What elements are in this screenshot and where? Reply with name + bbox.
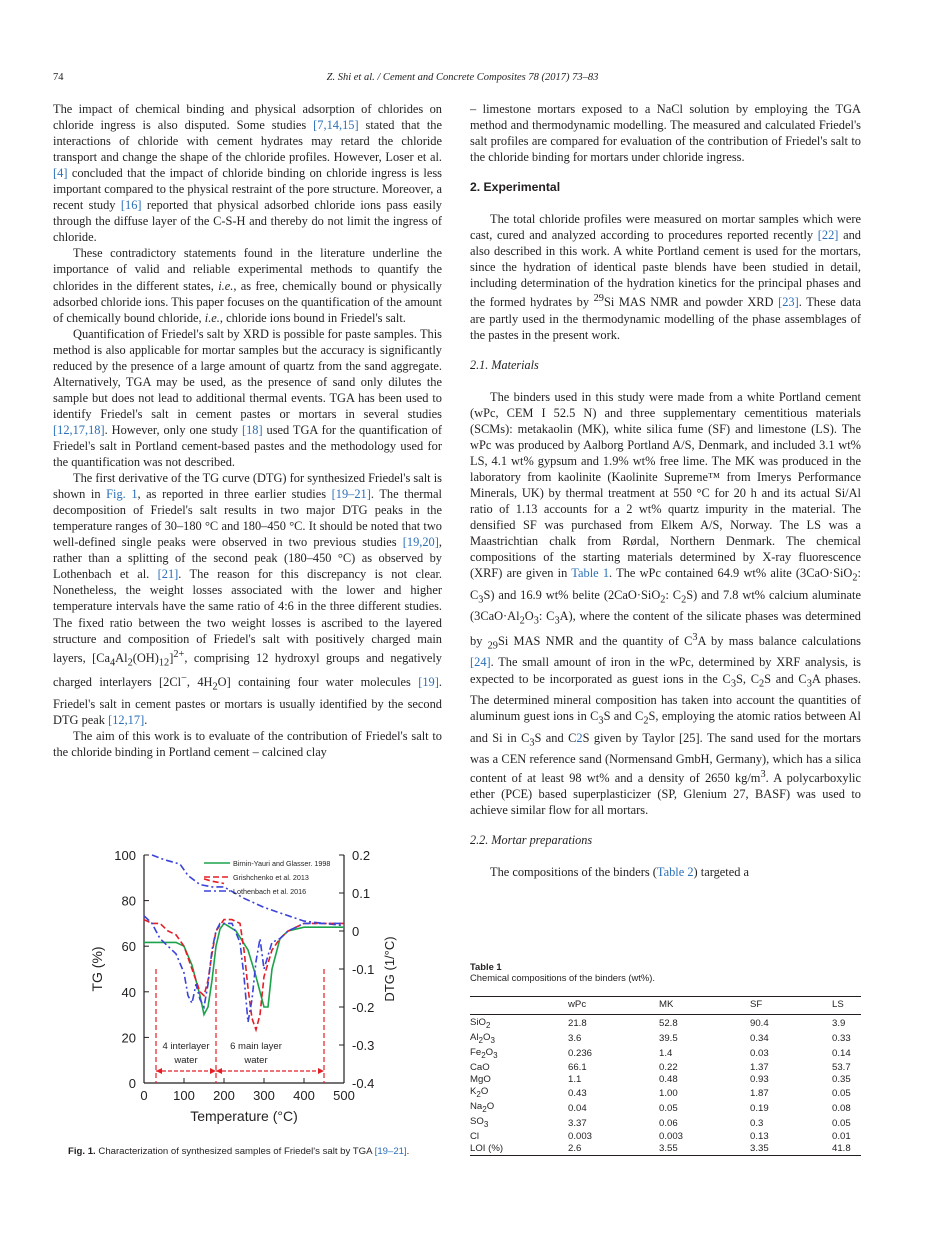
table-cell: 41.8 [832,1143,861,1156]
table-1-title: Table 1 Chemical compositions of the binders (wt%). [470,961,655,983]
x-tick-label: 100 [173,1088,195,1103]
x-tick-label: 500 [333,1088,355,1103]
table-cell: 0.19 [750,1102,769,1114]
x-tick-label: 400 [293,1088,315,1103]
table-cell: 3.55 [659,1143,750,1156]
table-row [470,1131,861,1143]
table-row-label: CaO [470,1062,490,1073]
table-row [470,1074,861,1086]
citation-link[interactable]: 2 [576,730,583,745]
citation-link[interactable]: [19] [418,675,439,690]
right-column [470,101,861,881]
table-row-label: Cl [470,1131,480,1143]
table-cell: 0.43 [568,1087,587,1099]
series-line [204,879,224,884]
section-heading-mortar-preparations: 2.2. Mortar preparations [470,833,593,848]
table-cell: 1.37 [750,1062,769,1073]
citation-link[interactable]: [21] [157,567,179,582]
table-cell: 0.01 [832,1131,851,1143]
y-tick-label: 100 [114,848,136,863]
table-cell: 1.00 [659,1087,678,1099]
figure-1-caption: Fig. 1. Characterization of synthesized samples of Friedel's salt by TGA [19–21]. [68,1146,410,1157]
y2-axis-label: DTG (1/°C) [382,936,397,1002]
y2-tick-label: 0 [352,924,360,939]
table-row [470,1015,861,1033]
table-cell: 0.05 [659,1102,678,1114]
table-row [470,1143,861,1156]
citation-link[interactable]: [23] [778,295,799,310]
table-row-label: MgO [470,1074,491,1086]
y2-tick-label: 0.2 [352,848,371,863]
table-cell: 1.87 [750,1087,769,1099]
left-paragraph-1: The impact of chemical binding and physical adsorption of chlorides on chloride ingress is also disputed. Some studies [7,14,15] stated that the interactions of chloride with cement hydrates may retard the chloride transport and change the shape of the chloride profiles. However, Loser et al. [4] concluded that the impact of chloride binding on chloride ingress is less important compared to the physical restraint of the pore structure. Moreover, a recent study [16] reported that physical adsorbed chloride ions pass easily through the diffuse layer of the C-S-H and thereby do not limit the ingress of chloride. [53,102,443,245]
arrow-head [216,1068,222,1074]
table-cell: 0.48 [659,1074,678,1086]
table-row-label: SiO$_2$ [470,1017,491,1030]
table-cell: 3.9 [832,1018,846,1030]
table-cell: 53.7 [832,1062,851,1073]
arrow-head [210,1068,216,1074]
table-header-cell: MK [659,997,750,1015]
right-paragraph-2: The total chloride profiles were measured on mortar samples which were cast, cured and analyzed according to procedures reported recently [22] and also described in this work. A white Portland cement is used for the mortars, since the hydration of identical paste blends have been studied in detail, including determination of the hydration kinetics for the principal phases and the formed hydrates by $^{29}$Si MAS NMR and powder XRD [23]. These data are partly used in the thermodynamic modelling of the phase assemblages of the pastes in the present work. [470,212,861,342]
table-cell: 0.22 [659,1062,678,1073]
table-cell: 0.3 [750,1117,764,1129]
citation-link[interactable]: [19–21] [374,1146,407,1157]
table-cell: 0.13 [750,1131,769,1143]
table-row-label: $SO_3$ [470,1116,489,1130]
table-cell: 39.5 [659,1033,678,1045]
section-heading-experimental: 2. Experimental [470,180,561,195]
table-row-label: $Na_2O$ [470,1101,495,1115]
table-row [470,1047,861,1062]
series-line [144,923,344,1014]
right-paragraph-3: The binders used in this study were made from a white Portland cement (wPc, CEM I 52.5 N) and three supplementary cementitious materials (SCMs): metakaolin (MK), white silica fume (SF) and limestone (LS). The wPc was produced by Aalborg Portland A/S, Denmark, and included 3.1 wt% LS, 4.1 wt% gypsum and 1.9% wt% free lime. The MK was produced in the laboratory from kaolinite (Kaolinite Supreme™ from Imerys Performance Minerals, UK) by thermal treatment at 550 °C for 20 h and its actual Si/Al ratio of 1.13 accounts for a 2 wt% quartz impurity in the material. The densified SF was purchased from Elkem A/S, Norway. The LS was a Maastrichtian chalk from Rørdal, Northern Denmark. The chemical compositions of the starting materials determined by X-ray fluorescence (XRF) are given in Table 1. The wPc contained 64.9 wt% alite (3CaO·SiO$_2$: $C_3S$) and 16.9 wt% belite (2CaO·SiO$_2$: $C_2S$) and 7.8 wt% calcium aluminate ($3CaO\cdot Al_2O_3$: $C_3A$), where the content of the silicate phases was determined by $_{29}$Si MAS NMR and the quantity of $C^3A$ by mass balance calculations [24]. The small amount of iron in the wPc, determined by XRF analysis, is expected to be incorporated as guest ions in the $C_3S$, $C_2S$ and $C_3A$ phases. The determined mineral composition has taken into account the quantities of aluminum guest ions in $C_3S$ and $C_2S$, employing the atomic ratios between Al and Si in $C_3S$ and C2S given by Taylor [25]. The sand used for the mortars was a CEN reference sand (Normensand GmbH, Germany), which has a silica content of at least 98 wt% and a density of 2650 $kg/m^3$. A polycarboxylic ether (PCE) based superplasticizer (SP, Glenium 27, BASF) was used to achieve similar flow for all mortars. [470,389,862,818]
left-paragraph-5: The aim of this work is to evaluate of the contribution of Friedel's salt to the chloride binding in Portland cement – calcined clay [53,728,442,760]
table-cell: 52.8 [659,1018,678,1030]
table-link[interactable]: Table 2 [656,865,694,880]
left-column [53,101,442,760]
table-cell: 0.05 [832,1087,851,1099]
citation-link[interactable]: [19–21] [331,487,371,502]
table-cell: 0.93 [750,1074,769,1086]
annotation-interlayer: 4 interlayer [162,1041,210,1052]
citation-link[interactable]: [18] [241,422,263,437]
y2-tick-label: 0.1 [352,886,371,901]
table-header-cell [470,997,568,1015]
y-tick-label: 20 [121,1030,136,1046]
citation-link[interactable]: [22] [817,228,839,243]
table-cell: 0.06 [659,1117,678,1129]
legend-entry: Birnin-Yauri and Glasser. 1998 [233,859,331,868]
table-cell: 90.4 [750,1018,769,1030]
citation-link[interactable]: [16] [120,198,142,213]
arrow-head [318,1068,324,1074]
table-cell: 0.35 [832,1074,851,1086]
table-cell: 0.05 [832,1117,851,1129]
table-row-label: $Fe_2O_3$ [470,1047,498,1060]
left-paragraph-2: These contradictory statements found in the literature underline the importance of valid and reliable experimental methods to quantify the chlorides in the different states, i.e., as free, chemically bound or physically adsorbed chloride ions. This paper focuses on the quantification of the amount of chemically bound chloride, i.e., chloride ions bound in Friedel's salt. [53,246,442,325]
y2-tick-label: -0.2 [352,1000,375,1015]
table-cell: 0.08 [832,1102,851,1114]
table-row [470,1062,861,1074]
figure-1-chart [88,843,398,1143]
running-title: Z. Shi et al. / Cement and Concrete Composites 78 (2017) 73–83 [326,72,599,83]
series-line [144,920,344,1030]
x-axis-label: Temperature (°C) [190,1108,298,1124]
page-number: 74 [53,72,64,83]
x-tick-label: 300 [253,1088,275,1103]
right-paragraph-1: – limestone mortars exposed to a NaCl solution by employing the TGA method and thermodynamic modelling. The measured and calculated Friedel's salt profiles are compared for evaluation of the contribution of Friedel's salt to the chloride binding for mortars under chloride ingress. [470,102,861,165]
y2-tick-label: -0.3 [352,1038,375,1053]
table-cell: 1.4 [659,1048,673,1060]
table-cell: 66.1 [568,1062,587,1073]
citation-link[interactable]: [7,14,15] [313,118,359,133]
figure-link[interactable]: Fig. 1 [106,487,138,502]
table-1 [470,996,861,1156]
y-tick-label: 0 [128,1076,136,1091]
table-row [470,1101,861,1116]
table-row-label: $K_2O$ [470,1086,489,1100]
x-tick-label: 200 [213,1088,235,1103]
citation-link[interactable]: [12,17,18] [53,422,105,437]
table-link[interactable]: Table 1 [571,566,610,581]
y-axis-label: TG (%) [89,946,105,992]
table-header-cell: SF [750,997,832,1015]
table-cell: 0.236 [568,1048,593,1060]
citation-link[interactable]: [4] [53,166,68,181]
table-cell: 0.34 [750,1033,769,1045]
table-cell: 0.003 [659,1131,684,1143]
table-cell: 3.6 [568,1033,582,1045]
table-header-cell: LS [832,997,861,1015]
annotation-main-layer: 6 main layer [230,1041,282,1052]
table-cell: 0.003 [568,1131,593,1143]
table-row-label: $Al_2O_3$ [470,1032,495,1045]
left-paragraph-3: Quantification of Friedel's salt by XRD is possible for paste samples. This method is also applicable for mortar samples but the accuracy is significantly reduced by the presence of a large amount of quartz from the sand aggregate. Alternatively, TGA may be used, as the presence of sand only dilutes the sample but does not lead to additional thermal events. TGA has been used to identify Friedel's salt in cement pastes or mortars in several studies [12,17,18]. However, only one study [18] used TGA for the quantification of Friedel's salt in Portland cement-based pastes and the methodology used for the quantification was not described. [53,326,442,470]
table-cell: 21.8 [568,1018,587,1030]
y2-tick-label: -0.4 [352,1076,375,1091]
table-cell: 3.37 [568,1117,587,1129]
table-row [470,1032,861,1047]
table-cell: 0.14 [832,1048,851,1060]
y-tick-label: 40 [121,984,136,1000]
citation-link[interactable]: [12,17] [108,712,145,727]
table-cell: 1.1 [568,1074,582,1086]
table-cell: 2.6 [568,1143,659,1156]
legend-entry: Grishchenko et al. 2013 [233,873,309,882]
annotation-interlayer: water [174,1055,198,1066]
table-header-cell: wPc [568,997,659,1015]
table-cell: 0.03 [750,1048,769,1060]
table-row [470,1086,861,1101]
y-tick-label: 60 [121,939,136,955]
x-tick-label: 0 [140,1088,148,1103]
citation-link[interactable]: [24] [470,655,491,670]
table-row [470,1116,861,1131]
table-cell: 3.35 [750,1143,832,1156]
table-row-label: LOI (%) [470,1143,568,1156]
section-heading-materials: 2.1. Materials [470,357,539,372]
y-tick-label: 80 [121,893,136,909]
right-paragraph-4: The compositions of the binders (Table 2) targeted a [490,865,750,880]
series-line [144,916,344,1022]
arrow-head [156,1068,162,1074]
y2-tick-label: -0.1 [352,962,375,977]
annotation-main-layer: water [244,1055,268,1066]
table-cell: 0.33 [832,1033,851,1045]
citation-link[interactable]: [19,20] [402,535,439,550]
table-header-row [470,997,861,1015]
left-paragraph-4: The first derivative of the TG curve (DTG) for synthesized Friedel's salt is shown in Fig. 1, as reported in three earlier studies [19–21]. The thermal decomposition of Friedel's salt results in two major DTG peaks in the temperature ranges of 30–180 °C and 180–450 °C. It should be noted that two well-defined single peaks were observed in two previous studies [19,20], rather than a splitting of the second peak (180–450 °C) as observed by Lothenbach et al. [21]. The reason for this discrepancy is not clear. Nonetheless, the weight losses associated with the lower and higher temperature intervals have the same ratio of 4:6 in the three different studies. The fixed ratio between the two weight losses is ascribed to the layered structure and composition of Friedel's salt with positively charged main layers, $[Ca_4Al_2(OH)_{12}]^{2+}$, comprising 12 hydroxyl groups and negatively charged interlayers [2Cl−, $4H_2O$] containing four water molecules [19]. Friedel's salt in cement pastes or mortars is usually identified by the second DTG peak [12,17]. [53,471,443,727]
table-cell: 0.04 [568,1102,587,1114]
legend-entry: Lothenbach et al. 2016 [233,887,307,896]
